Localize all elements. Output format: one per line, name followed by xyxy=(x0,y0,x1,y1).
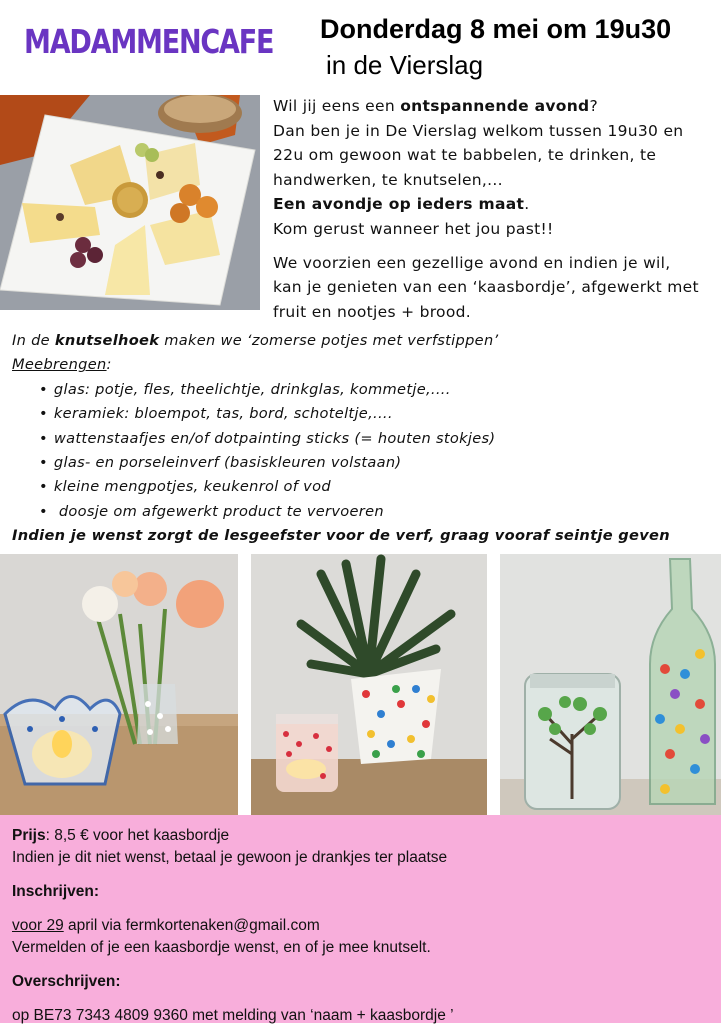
list-item: • kleine mengpotjes, keukenrol of vod xyxy=(39,475,712,499)
list-item: • glas: potje, fles, theelichtje, drinkglas, kommetje,.... xyxy=(39,378,712,402)
intro-line: Wil jij eens een xyxy=(273,97,401,115)
craft-text: maken we ‘zomerse potjes met verfstippen’ xyxy=(159,332,499,349)
register-label: Inschrijven: xyxy=(12,883,99,900)
transfer-text: op BE73 7343 4809 9360 met melding van ‘naam + kaasbordje ’ xyxy=(12,1007,454,1024)
cheese-platter-photo xyxy=(0,95,260,310)
list-item: • glas- en porseleinverf (basiskleuren volstaan) xyxy=(39,451,712,475)
intro-line: Kom gerust wanneer het jou past!! xyxy=(273,219,554,238)
event-date-heading: Donderdag 8 mei om 19u30 xyxy=(320,14,672,44)
craft-section xyxy=(12,329,712,549)
intro-line: . xyxy=(524,195,530,214)
craft-text: In de xyxy=(12,332,55,349)
craft-bold: knutselhoek xyxy=(54,332,160,349)
intro-text xyxy=(273,94,713,324)
plant-pot-photo xyxy=(251,554,487,815)
transfer-label: Overschrijven: xyxy=(12,973,121,990)
craft-intro-line xyxy=(12,329,712,353)
price-note: Indien je dit niet wenst, betaal je gewoon je drankjes ter plaatse xyxy=(12,849,448,866)
price-label: Prijs xyxy=(12,827,46,844)
bring-label: Meebrengen xyxy=(12,356,107,374)
intro-bold: ontspannende avond xyxy=(400,97,590,115)
info-content xyxy=(12,825,712,1027)
list-item: • wattenstaafjes en/of dotpainting sticks (= houten stokjes) xyxy=(39,427,712,451)
event-location-heading: in de Vierslag xyxy=(326,50,484,80)
intro-bold: Een avondje op ieders maat xyxy=(273,195,525,214)
register-text: april via fermkortenaken@gmail.com xyxy=(63,917,320,934)
paint-note: Indien je wenst zorgt de lesgeefster voor de verf, graag vooraf seintje geven xyxy=(12,527,670,545)
register-date: voor 29 xyxy=(12,917,64,934)
register-note: Vermelden of je een kaasbordje wenst, en of je mee knutselt. xyxy=(12,939,431,956)
intro-line: 22u om gewoon wat te babbelen, te drinken, te xyxy=(273,146,657,165)
bring-heading xyxy=(12,353,712,377)
bring-list xyxy=(12,378,712,524)
intro-line: Dan ben je in De Vierslag welkom tussen 19u30 en xyxy=(273,121,684,140)
info-panel xyxy=(0,815,721,1023)
jar-bottle-photo xyxy=(500,554,721,815)
logo-text: MADAMMENCAFE xyxy=(24,22,274,61)
intro-line: kan je genieten van een ‘kaasbordje’, afgewerkt met xyxy=(273,278,699,297)
flower-lantern-photo xyxy=(0,554,238,815)
intro-line: fruit en nootjes + brood. xyxy=(273,302,471,321)
intro-line: ? xyxy=(589,97,598,115)
price-text: : 8,5 € voor het kaasbordje xyxy=(45,827,230,844)
bring-colon: : xyxy=(106,356,112,374)
list-item: • keramiek: bloempot, tas, bord, schoteltje,.... xyxy=(39,402,712,426)
list-item: • doosje om afgewerkt product te vervoeren xyxy=(39,500,712,524)
intro-line: We voorzien een gezellige avond en indien je wil, xyxy=(273,253,671,272)
intro-line: handwerken, te knutselen,... xyxy=(273,170,503,189)
